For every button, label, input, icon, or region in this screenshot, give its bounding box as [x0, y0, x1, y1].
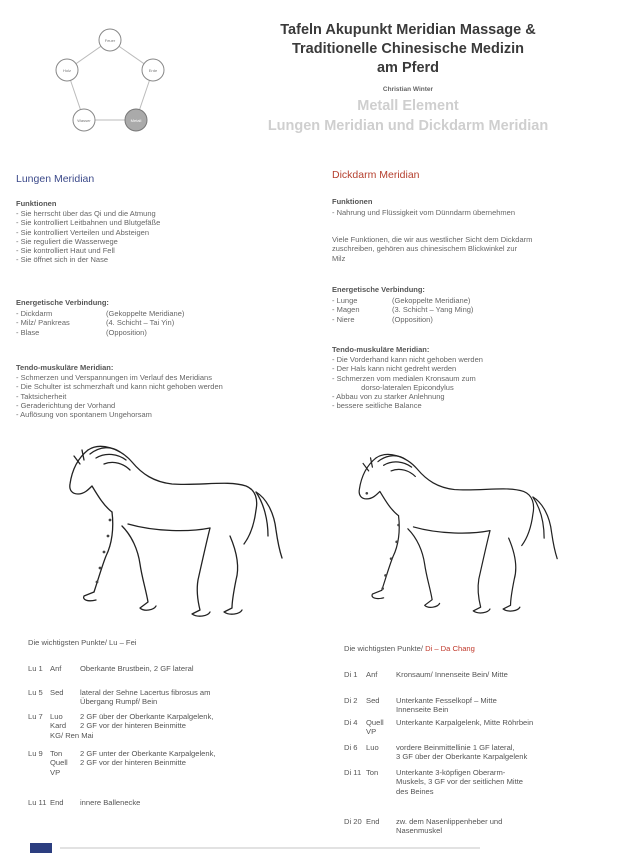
point-desc: 2 GF unter der Oberkante Karpalgelenk, [80, 749, 216, 758]
list-item: - Die Vorderhand kann nicht gehoben werden [332, 355, 483, 364]
point-id: Lu 7 [28, 712, 43, 721]
point-type: End [50, 798, 64, 807]
table-row [344, 718, 533, 737]
label-earth: Erde [148, 68, 158, 73]
label-wood: Holz [62, 68, 72, 73]
point-type: Ton [366, 768, 379, 777]
point-type: KG/ Ren Mai [50, 730, 94, 740]
table-row [344, 743, 527, 762]
footer-line [60, 847, 480, 849]
table-row [344, 696, 497, 715]
table-row [28, 664, 194, 673]
label-water: Wasser [77, 118, 91, 123]
energy-organ: - Blase [16, 327, 40, 337]
colon-energy-list [332, 296, 473, 324]
point-type: Ton [50, 749, 63, 758]
point-desc: des Beines [396, 786, 434, 796]
point-id: Lu 9 [28, 749, 43, 758]
energy-relation: (Gekoppelte Meridiane) [106, 309, 185, 318]
point-type: Kard [50, 721, 67, 731]
list-item: - bessere seitliche Balance [332, 401, 422, 411]
point-type: Luo [50, 712, 63, 721]
colon-points-title [344, 644, 475, 653]
lung-functions-list [16, 209, 160, 265]
point-id: Di 11 [344, 768, 362, 777]
paragraph-line: Milz [332, 253, 346, 263]
element-subtitle: Metall Element [357, 98, 459, 114]
point-desc: zw. dem Nasenlippenheber und [396, 817, 503, 826]
point-desc: Unterkante 3-köpfigen Oberarm- [396, 768, 506, 777]
table-row [28, 749, 216, 777]
lung-tendo-list [16, 373, 223, 419]
colon-heading: Dickdarm Meridian [332, 169, 420, 181]
five-elements-diagram [50, 28, 170, 138]
point-type: Sed [50, 688, 64, 697]
list-item: - Sie öffnet sich in der Nase [16, 255, 108, 265]
point-id: Di 20 [344, 817, 362, 826]
table-row [344, 817, 502, 836]
point-desc: Unterkante Fesselkopf – Mitte [396, 696, 497, 705]
lung-tendo-title: Tendo-muskuläre Meridian: [16, 363, 114, 372]
energy-relation: (Opposition) [392, 314, 433, 324]
energy-relation: (Opposition) [106, 327, 147, 337]
energy-organ: - Lunge [332, 296, 358, 305]
lung-heading: Lungen Meridian [16, 173, 95, 185]
paragraph-line: zuschreiben, gehören aus chinesischem Blickwinkel zur [332, 244, 518, 254]
list-item: dorso-lateralen Epicondylus [332, 382, 454, 392]
list-item: - Schmerzen und Verspannungen im Verlauf des Meridians [16, 373, 212, 382]
title-line-3: am Pferd [376, 60, 440, 76]
point-id: Di 6 [344, 743, 358, 752]
point-desc: Muskels, 3 GF vor der seitlichen Mitte [396, 777, 524, 787]
list-item: - Sie kontrolliert Haut und Fell [16, 246, 115, 256]
author: Christian Winter [382, 86, 434, 93]
list-item: - Schmerzen vom medialen Kronsaum zum [332, 373, 476, 383]
energy-relation: (4. Schicht – Tai Yin) [106, 318, 175, 328]
point-desc: 2 GF vor der hinteren Beinmitte [80, 758, 186, 768]
point-desc: 2 GF vor der hinteren Beinmitte [80, 721, 186, 731]
point-desc: Kronsaum/ Innenseite Bein/ Mitte [396, 670, 508, 679]
lung-energy-title: Energetische Verbindung: [16, 298, 109, 307]
point-type: VP [366, 727, 377, 737]
list-item: - Taktsicherheit [16, 391, 67, 401]
lung-points-title: Die wichtigsten Punkte/ Lu – Fei [28, 638, 137, 647]
list-item: - Sie kontrolliert Leitbahnen und Blutgefäße [16, 218, 161, 228]
colon-energy-title: Energetische Verbindung: [332, 285, 425, 294]
point-id: Lu 1 [28, 664, 43, 673]
list-item: - Abbau von zu starker Anlehnung [332, 392, 445, 402]
footer-logo [30, 843, 52, 853]
point-desc: 3 GF über der Oberkante Karpalgelenk [396, 752, 528, 762]
horse-illustration-lung [60, 440, 285, 620]
energy-organ: - Magen [332, 305, 360, 315]
point-desc: Unterkante Karpalgelenk, Mitte Röhrbein [396, 718, 534, 727]
list-item: - Sie kontrolliert Verteilen und Absteigen [16, 227, 149, 237]
table-row [28, 798, 140, 807]
lung-energy-list [16, 309, 184, 337]
label-metal: Metall [130, 118, 142, 123]
point-desc: Übergang Rumpf/ Bein [80, 697, 158, 707]
energy-organ: - Milz/ Pankreas [16, 318, 70, 328]
table-row [28, 688, 210, 707]
list-item: - Sie herrscht über das Qi und die Atmung [16, 209, 156, 218]
meridians-subtitle: Lungen Meridian und Dickdarm Meridian [267, 118, 549, 134]
colon-function-item: - Nahrung und Flüssigkeit vom Dünndarm übernehmen [332, 208, 516, 217]
point-desc: Innenseite Bein [396, 705, 449, 715]
points-title-prefix: Die wichtigsten Punkte/ [344, 644, 423, 653]
points-title-accent: Di – Da Chang [425, 644, 475, 653]
title-line-1: Tafeln Akupunkt Meridian Massage & [280, 22, 536, 38]
energy-relation: (3. Schicht – Yang Ming) [392, 305, 474, 315]
energy-organ: - Niere [332, 314, 355, 324]
point-id: Lu 5 [28, 688, 43, 697]
list-item: - Auflösung von spontanem Ungehorsam [16, 410, 152, 420]
list-item: - Geraderichtung der Vorhand [16, 400, 116, 410]
point-desc: 2 GF über der Oberkante Karpalgelenk, [80, 712, 214, 721]
list-item: - Sie reguliert die Wasserwege [16, 236, 118, 246]
colon-tendo-title: Tendo-muskuläre Meridian: [332, 345, 430, 354]
horse-illustration-colon [350, 445, 560, 620]
paragraph-line: Viele Funktionen, die wir aus westlicher Sicht dem Dickdarm [332, 235, 533, 244]
energy-relation: (Gekoppelte Meridiane) [392, 296, 471, 305]
point-type: VP [50, 767, 61, 777]
energy-organ: - Dickdarm [16, 309, 53, 318]
point-desc: innere Ballenecke [80, 798, 141, 807]
title-line-2: Traditionelle Chinesische Medizin [291, 41, 525, 57]
list-item: - Die Schulter ist schmerzhaft und kann nicht gehoben werden [16, 382, 223, 392]
point-id: Di 1 [344, 670, 358, 679]
colon-functions-title: Funktionen [332, 197, 373, 206]
point-id: Di 2 [344, 696, 358, 705]
point-desc: Nasenmuskel [396, 826, 443, 836]
label-fire: Feuer [104, 38, 116, 43]
point-type: Anf [366, 670, 378, 679]
point-type: End [366, 817, 380, 826]
colon-tendo-list [332, 355, 483, 411]
point-type: Quell [366, 718, 384, 727]
point-type: Anf [50, 664, 62, 673]
point-desc: Oberkante Brustbein, 2 GF lateral [80, 664, 194, 673]
point-id: Di 4 [344, 718, 358, 727]
point-type: Luo [366, 743, 379, 752]
table-row [28, 712, 213, 740]
table-row [344, 670, 508, 679]
list-item: - Der Hals kann nicht gedreht werden [332, 364, 457, 374]
point-type: Sed [366, 696, 380, 705]
colon-paragraph [332, 235, 532, 263]
point-desc: vordere Beinmittellinie 1 GF lateral, [396, 743, 515, 752]
point-desc: lateral der Sehne Lacertus fibrosus am [80, 688, 211, 697]
lung-functions-title: Funktionen [16, 199, 57, 208]
point-id: Lu 11 [28, 798, 47, 807]
table-row [344, 768, 523, 796]
point-type: Quell [50, 758, 68, 768]
